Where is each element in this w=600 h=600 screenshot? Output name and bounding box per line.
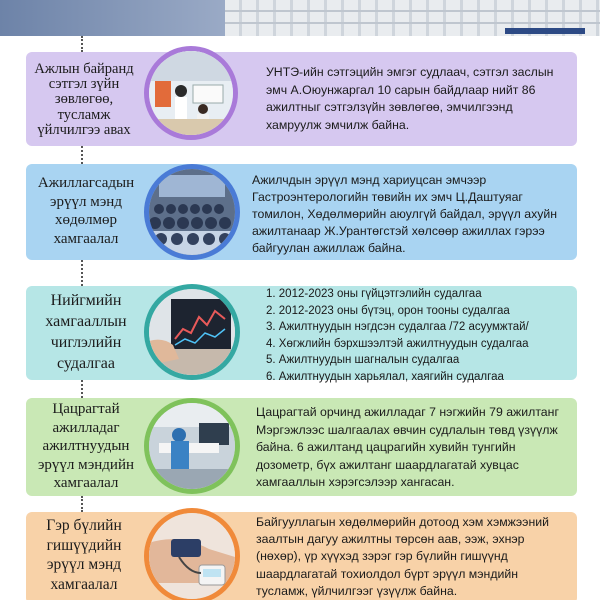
- connector-dots: [81, 36, 83, 52]
- section-title: Ажиллагсадын эрүүл мэнд хөдөлмөр хамгаалал: [37, 175, 135, 247]
- section-card-social-research: [26, 286, 577, 383]
- list-item: 4. Хөгжлийн бэрхшээлтэй ажилтнуудын судалгаа: [266, 337, 529, 350]
- blood-pressure-photo-icon: [144, 508, 240, 600]
- analytics-photo-icon: [144, 284, 240, 380]
- section-card-family-health: [26, 512, 577, 600]
- connector-dots: [81, 496, 83, 512]
- section-description: Ажилчдын эрүүл мэнд хариуцсан эмчээр Гастроэнтерологийн төвийн их эмч Ц.Даштуяаг томилон, Хөдөлмөрийн аюулгүй байдал, эрүүл ахуйн ажилтанаар Ж.Урантөгстэй хөлсөөр ажиллах гэрээ байгуулан ажиллаж байна.: [252, 173, 558, 255]
- list-item: 2. 2012-2023 оны бүтэц, орон тооны судалгаа: [266, 304, 510, 317]
- auditorium-photo-icon: [144, 164, 240, 260]
- section-title: Гэр бүлийн гишүүдийн эрүүл мэнд хамгаалал: [46, 517, 122, 593]
- section-description: Байгууллагын хөдөлмөрийн дотоод хэм хэмжээний заалтын дагуу ажилтны төрсөн аав, ээж, эхнэр (нөхөр), үр хүүхэд зэрэг гэр бүлийн гишүүнд шаардлагатай тохиолдол бүрт эрүүл мэндийн тусламж, үйлчилгээг үзүүлж байна.: [256, 515, 549, 598]
- counseling-photo-icon: [144, 46, 238, 140]
- list-item: 5. Ажилтнуудын шагналын судалгаа: [266, 354, 460, 367]
- section-title: Цацрагтай ажилладаг ажилтнуудын эрүүл мэндийн хамгаалал: [37, 401, 135, 491]
- section-title: Нийгмийн хамгааллын чиглэлийн судалгаа: [45, 292, 127, 372]
- list-item: 3. Ажилтнуудын нэгдсэн судалгаа /72 асуумжтай/: [266, 321, 529, 334]
- connector-dots: [81, 380, 83, 398]
- list-item: 6. Ажилтнуудын харьялал, хаягийн судалгаа: [266, 370, 504, 383]
- section-card-radiation-safety: [26, 398, 577, 496]
- connector-dots: [81, 146, 83, 164]
- list-item: 1. 2012-2023 оны гүйцэтгэлийн судалгаа: [266, 288, 482, 300]
- section-card-counseling: [26, 52, 577, 146]
- section-description: Цацрагтай орчинд ажилладаг 7 нэгжийн 79 ажилтанг Мэргэжлээс шалгаалах өвчин судлалын төвд үзүүлж байна. 6 ажилтанд цацрагийн хувийн тунгийн дозометр, бүх ажилтанг шаардлагатай хувцас хамгааллын хэрэгсэлээр хангасан.: [256, 405, 559, 489]
- header-banner-photo: [0, 0, 600, 36]
- section-title: Ажлын байранд сэтгэл зүйн зөвлөгөө, тусламж үйлчилгээ авах: [34, 61, 134, 138]
- section-description: УНТЭ-ийн сэтгэцийн эмгэг судлаач, сэтгэл заслын эмч А.Оюунжаргал 10 сарын байдлаар нийт 86 ажилтныг сэтгэлзүйн зөвлөгөө, эмчилгээнд хамруулж эмчилж байна.: [266, 65, 554, 132]
- radiology-photo-icon: [144, 398, 240, 494]
- connector-dots: [81, 260, 83, 286]
- section-card-occupational-health: [26, 164, 577, 260]
- research-list: [266, 286, 576, 386]
